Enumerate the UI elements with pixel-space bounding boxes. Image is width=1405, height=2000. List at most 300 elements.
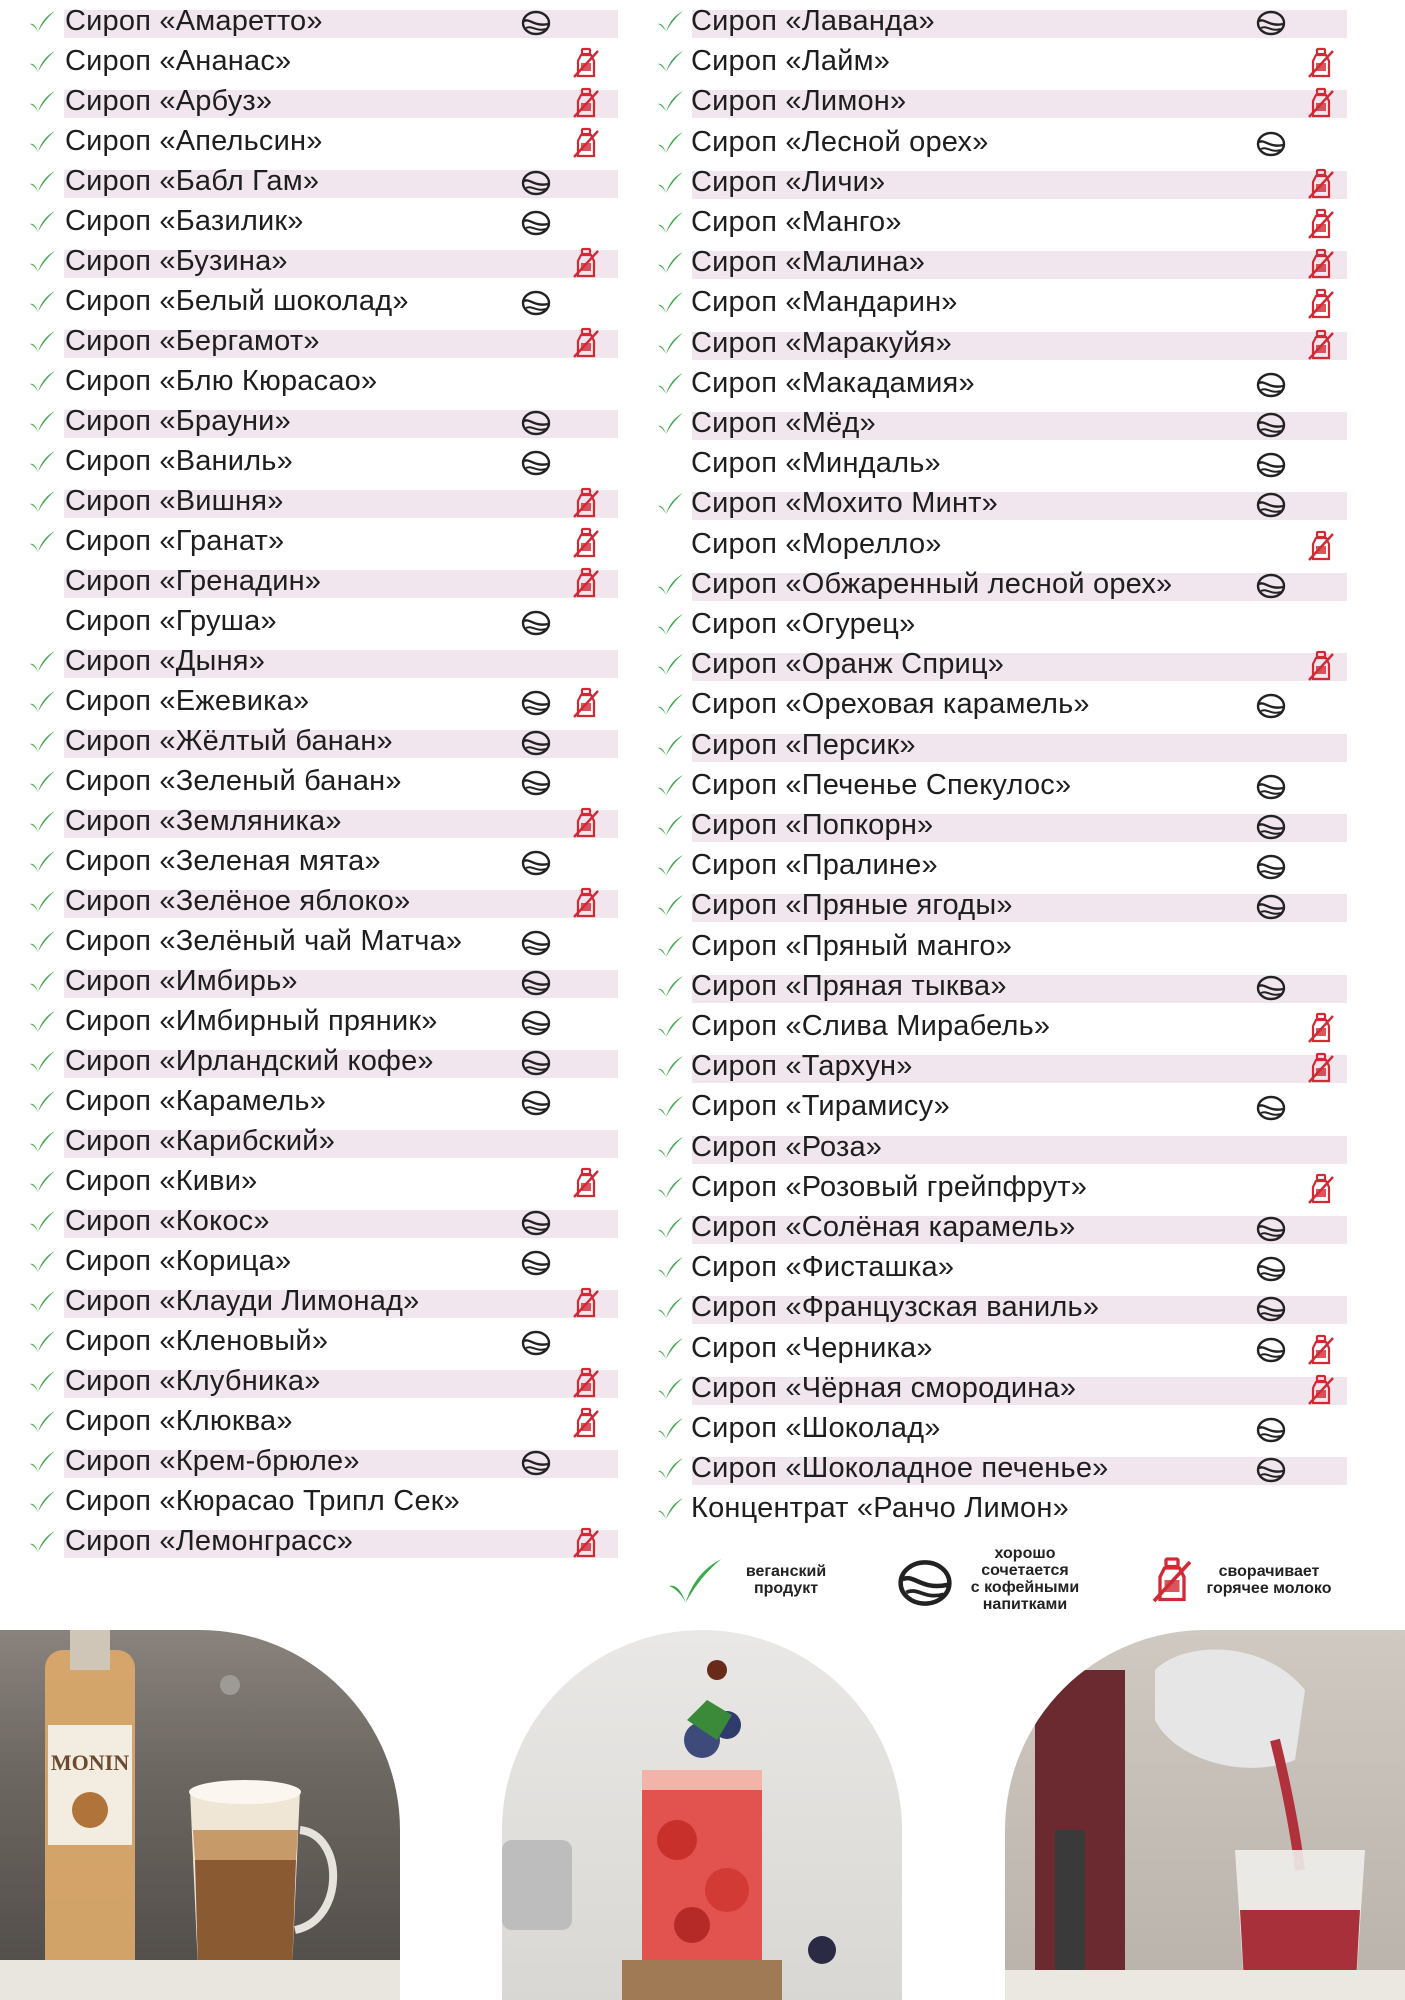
vegan-leaf-icon bbox=[28, 368, 56, 396]
coffee-bean-icon bbox=[520, 967, 552, 999]
vegan-leaf-icon bbox=[656, 1294, 684, 1322]
curdles-milk-icon bbox=[1305, 1173, 1337, 1205]
curdles-milk-icon bbox=[570, 87, 602, 119]
curdles-milk-icon bbox=[1305, 650, 1337, 682]
coffee-bean-icon bbox=[520, 1447, 552, 1479]
vegan-leaf-icon bbox=[656, 1053, 684, 1081]
syrup-name: Сироп «Имбирный пряник» bbox=[65, 1005, 438, 1037]
syrup-row bbox=[650, 1489, 1350, 1529]
syrup-name: Сироп «Клауди Лимонад» bbox=[65, 1285, 420, 1317]
syrup-name: Сироп «Зелёный чай Матча» bbox=[65, 925, 463, 957]
vegan-leaf-icon bbox=[656, 732, 684, 760]
syrup-name: Сироп «Чёрная смородина» bbox=[691, 1371, 1077, 1404]
syrup-row bbox=[650, 123, 1350, 163]
photo-berry-drink bbox=[502, 1630, 902, 2000]
curdles-milk-icon bbox=[570, 1407, 602, 1439]
syrup-name: Сироп «Шоколадное печенье» bbox=[691, 1452, 1109, 1485]
syrup-row bbox=[0, 1002, 620, 1042]
syrup-row bbox=[650, 565, 1350, 605]
syrup-name: Сироп «Дыня» bbox=[65, 645, 266, 677]
curdles-milk-icon bbox=[570, 127, 602, 159]
syrup-row bbox=[650, 927, 1350, 967]
syrup-row bbox=[0, 282, 620, 322]
syrup-row bbox=[0, 442, 620, 482]
vegan-leaf-icon bbox=[656, 48, 684, 76]
syrup-name: Сироп «Манго» bbox=[691, 206, 902, 238]
curdles-milk-icon bbox=[1305, 87, 1337, 119]
curdles-milk-icon bbox=[570, 1287, 602, 1319]
coffee-bean-icon bbox=[1255, 1253, 1287, 1285]
legend-curdle-line1: сворачивает bbox=[1218, 1563, 1320, 1580]
syrup-row bbox=[650, 444, 1350, 484]
coffee-bean-icon bbox=[1255, 972, 1287, 1004]
vegan-leaf-icon bbox=[656, 490, 684, 518]
legend-coffee bbox=[895, 1545, 1095, 1625]
vegan-leaf-icon bbox=[656, 129, 684, 157]
vegan-leaf-icon bbox=[656, 410, 684, 438]
syrup-row bbox=[650, 203, 1350, 243]
syrup-row bbox=[650, 1369, 1350, 1409]
legend-vegan bbox=[665, 1545, 845, 1625]
coffee-bean-icon bbox=[1255, 1293, 1287, 1325]
syrup-name: Сироп «Кокос» bbox=[65, 1205, 270, 1237]
vegan-leaf-icon bbox=[656, 1415, 684, 1443]
syrup-name: Сироп «Ежевика» bbox=[65, 685, 310, 717]
vegan-leaf-icon bbox=[28, 128, 56, 156]
vegan-leaf-icon bbox=[28, 1328, 56, 1356]
vegan-leaf-icon bbox=[28, 968, 56, 996]
coffee-bean-icon bbox=[1255, 489, 1287, 521]
syrup-row bbox=[650, 685, 1350, 725]
syrup-name: Сироп «Бабл Гам» bbox=[65, 165, 320, 197]
syrup-name: Сироп «Мандарин» bbox=[691, 286, 958, 319]
syrup-name: Сироп «Вишня» bbox=[65, 485, 284, 517]
syrup-name: Сироп «Гренадин» bbox=[65, 565, 322, 597]
vegan-leaf-icon bbox=[656, 1495, 684, 1523]
vegan-leaf-icon bbox=[656, 973, 684, 1001]
coffee-bean-icon bbox=[1255, 128, 1287, 160]
syrup-row bbox=[650, 1449, 1350, 1489]
syrup-row bbox=[650, 886, 1350, 926]
syrup-name: Сироп «Мёд» bbox=[691, 407, 876, 439]
syrup-row bbox=[0, 82, 620, 122]
syrup-name: Сироп «Базилик» bbox=[65, 205, 304, 237]
vegan-leaf-icon bbox=[28, 1208, 56, 1236]
vegan-leaf-icon bbox=[28, 88, 56, 116]
vegan-leaf-icon bbox=[28, 848, 56, 876]
curdles-milk-icon bbox=[570, 247, 602, 279]
syrup-name: Сироп «Лаванда» bbox=[691, 5, 935, 37]
legend-coffee-line1: хорошо bbox=[994, 1545, 1056, 1562]
vegan-leaf-icon bbox=[656, 1335, 684, 1363]
vegan-leaf-icon bbox=[28, 1088, 56, 1116]
syrup-name: Сироп «Розовый грейпфрут» bbox=[691, 1170, 1088, 1203]
syrup-name: Сироп «Киви» bbox=[65, 1165, 258, 1197]
syrup-row bbox=[650, 404, 1350, 444]
vegan-leaf-icon bbox=[656, 1214, 684, 1242]
syrup-row bbox=[650, 967, 1350, 1007]
syrup-row bbox=[650, 1248, 1350, 1288]
syrup-name: Сироп «Лесной орех» bbox=[691, 125, 989, 158]
syrup-row bbox=[0, 642, 620, 682]
syrup-name: Сироп «Жёлтый банан» bbox=[65, 725, 393, 757]
coffee-bean-icon bbox=[520, 927, 552, 959]
legend-coffee-line3: с кофейными bbox=[970, 1579, 1080, 1596]
syrup-name: Сироп «Крем-брюле» bbox=[65, 1445, 360, 1477]
vegan-leaf-icon bbox=[28, 8, 56, 36]
coffee-bean-icon bbox=[1255, 1213, 1287, 1245]
vegan-leaf-icon bbox=[656, 330, 684, 358]
syrup-name: Сироп «Бергамот» bbox=[65, 325, 320, 357]
coffee-bean-icon bbox=[520, 1247, 552, 1279]
vegan-leaf-icon bbox=[28, 1368, 56, 1396]
syrup-row bbox=[0, 2, 620, 42]
syrup-row bbox=[650, 82, 1350, 122]
coffee-bean-icon bbox=[1255, 409, 1287, 441]
syrup-name: Сироп «Шоколад» bbox=[691, 1412, 941, 1444]
syrup-name: Сироп «Арбуз» bbox=[65, 85, 273, 117]
syrup-row bbox=[0, 42, 620, 82]
syrup-row bbox=[650, 766, 1350, 806]
syrup-row bbox=[0, 882, 620, 922]
syrup-name: Сироп «Печенье Спекулос» bbox=[691, 768, 1072, 801]
coffee-bean-icon bbox=[1255, 771, 1287, 803]
coffee-bean-icon bbox=[520, 287, 552, 319]
vegan-leaf-icon bbox=[656, 370, 684, 398]
syrup-name: Сироп «Ананас» bbox=[65, 45, 292, 77]
legend-curdle-line2: горячее молоко bbox=[1206, 1580, 1332, 1597]
vegan-leaf-icon bbox=[28, 448, 56, 476]
syrup-name: Сироп «Маракуйя» bbox=[691, 326, 952, 359]
syrup-row bbox=[650, 42, 1350, 82]
syrup-row bbox=[650, 1087, 1350, 1127]
coffee-bean-icon bbox=[1255, 1414, 1287, 1446]
syrup-name: Сироп «Кюрасао Трипл Сек» bbox=[65, 1485, 460, 1517]
curdles-milk-icon bbox=[570, 1167, 602, 1199]
syrup-name: Сироп «Обжаренный лесной орех» bbox=[691, 567, 1173, 600]
syrup-row bbox=[650, 1128, 1350, 1168]
syrup-row bbox=[0, 1322, 620, 1362]
syrup-row bbox=[650, 484, 1350, 524]
vegan-leaf-icon bbox=[656, 1093, 684, 1121]
syrup-row bbox=[0, 1042, 620, 1082]
syrup-name: Сироп «Макадамия» bbox=[691, 366, 975, 399]
vegan-leaf-icon bbox=[28, 1248, 56, 1276]
vegan-leaf-icon bbox=[28, 408, 56, 436]
curdles-milk-icon bbox=[1305, 168, 1337, 200]
syrup-row bbox=[0, 1082, 620, 1122]
vegan-leaf-icon bbox=[656, 892, 684, 920]
vegan-leaf-icon bbox=[28, 1008, 56, 1036]
syrup-name: Сироп «Блю Кюрасао» bbox=[65, 365, 378, 397]
coffee-bean-icon bbox=[1255, 570, 1287, 602]
berry-drink-illustration bbox=[502, 1630, 902, 2000]
vegan-leaf-icon bbox=[28, 1408, 56, 1436]
curdles-milk-icon bbox=[570, 327, 602, 359]
curdles-milk-icon bbox=[570, 887, 602, 919]
coffee-bean-icon bbox=[895, 1553, 955, 1613]
syrup-name: Сироп «Ирландский кофе» bbox=[65, 1045, 434, 1077]
curdles-milk-icon bbox=[570, 567, 602, 599]
syrup-name: Сироп «Корица» bbox=[65, 1245, 292, 1277]
syrup-row bbox=[650, 1007, 1350, 1047]
syrup-row bbox=[0, 1442, 620, 1482]
curdles-milk-icon bbox=[570, 527, 602, 559]
syrup-row bbox=[0, 802, 620, 842]
vegan-leaf-icon bbox=[28, 648, 56, 676]
vegan-leaf-icon bbox=[28, 728, 56, 756]
syrup-name: Сироп «Огурец» bbox=[691, 608, 916, 640]
legend-vegan-line1: веганский bbox=[745, 1563, 827, 1580]
syrup-row bbox=[0, 1242, 620, 1282]
curdles-milk-icon bbox=[570, 487, 602, 519]
syrup-row bbox=[0, 762, 620, 802]
vegan-leaf-icon bbox=[656, 691, 684, 719]
coffee-bean-icon bbox=[520, 407, 552, 439]
syrup-name: Сироп «Ореховая карамель» bbox=[691, 688, 1090, 721]
syrup-row bbox=[650, 1409, 1350, 1449]
syrup-row bbox=[650, 1329, 1350, 1369]
syrup-name: Сироп «Французская ваниль» bbox=[691, 1291, 1100, 1324]
syrup-row bbox=[650, 163, 1350, 203]
curdles-milk-icon bbox=[1305, 1334, 1337, 1366]
vegan-leaf-icon bbox=[656, 772, 684, 800]
vegan-leaf-icon bbox=[28, 328, 56, 356]
syrup-row bbox=[0, 482, 620, 522]
syrup-name: Сироп «Белый шоколад» bbox=[65, 285, 409, 317]
curdles-milk-icon bbox=[570, 687, 602, 719]
vegan-leaf-icon bbox=[656, 571, 684, 599]
coffee-bean-icon bbox=[520, 1327, 552, 1359]
coffee-bean-icon bbox=[520, 1087, 552, 1119]
syrup-row bbox=[0, 1362, 620, 1402]
vegan-leaf-icon bbox=[28, 1288, 56, 1316]
bottle-crossed-icon bbox=[1148, 1551, 1196, 1609]
coffee-bean-icon bbox=[520, 1007, 552, 1039]
vegan-leaf-icon bbox=[656, 249, 684, 277]
syrup-name: Сироп «Пряные ягоды» bbox=[691, 889, 1013, 922]
syrup-row bbox=[0, 162, 620, 202]
syrup-name: Сироп «Роза» bbox=[691, 1130, 883, 1163]
coffee-bean-icon bbox=[1255, 1334, 1287, 1366]
syrup-row bbox=[650, 726, 1350, 766]
syrup-row bbox=[0, 202, 620, 242]
syrup-row bbox=[0, 362, 620, 402]
syrup-name: Сироп «Фисташка» bbox=[691, 1251, 955, 1284]
coffee-bean-icon bbox=[520, 687, 552, 719]
syrup-name: Сироп «Пряная тыква» bbox=[691, 969, 1007, 1002]
coffee-bean-icon bbox=[1255, 811, 1287, 843]
syrup-row bbox=[0, 322, 620, 362]
syrup-row bbox=[0, 522, 620, 562]
syrup-name: Сироп «Имбирь» bbox=[65, 965, 298, 997]
syrup-row bbox=[650, 364, 1350, 404]
syrup-name: Сироп «Кленовый» bbox=[65, 1325, 329, 1357]
vegan-leaf-icon bbox=[28, 288, 56, 316]
vegan-leaf-icon bbox=[28, 888, 56, 916]
coffee-bean-icon bbox=[1255, 690, 1287, 722]
syrup-row bbox=[0, 602, 620, 642]
syrup-row bbox=[650, 283, 1350, 323]
vegan-leaf-icon bbox=[656, 1174, 684, 1202]
coffee-bean-icon bbox=[520, 167, 552, 199]
vegan-leaf-icon bbox=[28, 928, 56, 956]
pouring-illustration bbox=[1005, 1630, 1405, 2000]
syrup-name: Сироп «Бузина» bbox=[65, 245, 288, 277]
coffee-bean-icon bbox=[520, 1047, 552, 1079]
syrup-name: Сироп «Карамель» bbox=[65, 1085, 327, 1117]
vegan-leaf-icon bbox=[656, 1375, 684, 1403]
syrup-name: Сироп «Солёная карамель» bbox=[691, 1211, 1076, 1243]
vegan-leaf-icon bbox=[656, 8, 684, 36]
curdles-milk-icon bbox=[570, 1367, 602, 1399]
syrup-name: Сироп «Зелёное яблоко» bbox=[65, 885, 411, 917]
syrup-name: Сироп «Гранат» bbox=[65, 525, 285, 557]
coffee-bean-icon bbox=[520, 607, 552, 639]
vegan-leaf-icon bbox=[28, 1528, 56, 1556]
vegan-leaf-icon bbox=[656, 169, 684, 197]
syrup-name: Сироп «Персик» bbox=[691, 728, 916, 761]
vegan-leaf-icon bbox=[656, 852, 684, 880]
vegan-leaf-icon bbox=[656, 209, 684, 237]
syrup-name: Сироп «Земляника» bbox=[65, 805, 342, 837]
syrup-row bbox=[650, 645, 1350, 685]
vegan-leaf-icon bbox=[28, 1128, 56, 1156]
syrup-row bbox=[0, 682, 620, 722]
coffee-bean-icon bbox=[1255, 369, 1287, 401]
coffee-bean-icon bbox=[520, 447, 552, 479]
syrup-name: Сироп «Миндаль» bbox=[691, 447, 941, 480]
photo-latte bbox=[0, 1630, 400, 2000]
syrup-row bbox=[0, 1522, 620, 1562]
photo-pouring-drink bbox=[1005, 1630, 1405, 2000]
vegan-leaf-icon bbox=[656, 1254, 684, 1282]
syrup-row bbox=[650, 324, 1350, 364]
syrup-name: Сироп «Мохито Минт» bbox=[691, 487, 998, 520]
curdles-milk-icon bbox=[570, 47, 602, 79]
syrup-name: Сироп «Ваниль» bbox=[65, 445, 293, 477]
curdles-milk-icon bbox=[570, 807, 602, 839]
vegan-leaf-icon bbox=[656, 1134, 684, 1162]
syrup-row bbox=[650, 806, 1350, 846]
vegan-leaf-icon bbox=[656, 1455, 684, 1483]
coffee-bean-icon bbox=[520, 767, 552, 799]
vegan-leaf-icon bbox=[656, 651, 684, 679]
legend-vegan-line2: продукт bbox=[753, 1580, 819, 1597]
syrup-row bbox=[650, 605, 1350, 645]
legend-coffee-line2: сочетается bbox=[981, 1562, 1069, 1579]
syrup-name: Сироп «Клюква» bbox=[65, 1405, 293, 1437]
syrup-name: Сироп «Клубника» bbox=[65, 1365, 321, 1397]
syrup-row bbox=[0, 1122, 620, 1162]
leaf-icon bbox=[665, 1553, 723, 1611]
syrup-name: Сироп «Брауни» bbox=[65, 405, 291, 437]
syrup-row bbox=[0, 122, 620, 162]
syrup-row bbox=[0, 1402, 620, 1442]
legend-coffee-line4: напитками bbox=[982, 1596, 1068, 1613]
coffee-bean-icon bbox=[1255, 7, 1287, 39]
coffee-bean-icon bbox=[1255, 1092, 1287, 1124]
curdles-milk-icon bbox=[1305, 1374, 1337, 1406]
syrup-name: Сироп «Пряный манго» bbox=[691, 929, 1013, 962]
syrup-name: Сироп «Личи» bbox=[691, 165, 886, 198]
syrup-row bbox=[0, 1162, 620, 1202]
vegan-leaf-icon bbox=[28, 1448, 56, 1476]
syrup-name: Сироп «Карибский» bbox=[65, 1125, 336, 1157]
syrup-name: Сироп «Тархун» bbox=[691, 1050, 913, 1083]
coffee-bean-icon bbox=[1255, 1454, 1287, 1486]
syrup-row bbox=[650, 1047, 1350, 1087]
curdles-milk-icon bbox=[1305, 248, 1337, 280]
curdles-milk-icon bbox=[570, 1527, 602, 1559]
syrup-row bbox=[0, 922, 620, 962]
syrup-row bbox=[650, 2, 1350, 42]
syrup-row bbox=[650, 243, 1350, 283]
curdles-milk-icon bbox=[1305, 208, 1337, 240]
syrup-row bbox=[0, 1202, 620, 1242]
syrup-name: Сироп «Морелло» bbox=[691, 527, 942, 560]
syrup-name: Сироп «Апельсин» bbox=[65, 125, 323, 157]
vegan-leaf-icon bbox=[656, 933, 684, 961]
syrup-row bbox=[650, 1288, 1350, 1328]
latte-illustration bbox=[0, 1630, 400, 2000]
coffee-bean-icon bbox=[520, 847, 552, 879]
syrup-name: Сироп «Груша» bbox=[65, 605, 277, 637]
syrup-name: Сироп «Пралине» bbox=[691, 849, 938, 882]
vegan-leaf-icon bbox=[28, 1168, 56, 1196]
syrup-row bbox=[650, 846, 1350, 886]
syrup-name: Сироп «Оранж Сприц» bbox=[691, 648, 1005, 681]
syrup-name: Сироп «Черника» bbox=[691, 1331, 933, 1364]
syrup-name: Сироп «Амаретто» bbox=[65, 5, 323, 37]
syrup-name: Сироп «Тирамису» bbox=[691, 1090, 950, 1123]
syrup-row bbox=[0, 242, 620, 282]
syrup-row bbox=[0, 962, 620, 1002]
curdles-milk-icon bbox=[1305, 1052, 1337, 1084]
vegan-leaf-icon bbox=[28, 768, 56, 796]
syrup-row bbox=[0, 402, 620, 442]
legend-curdle bbox=[1148, 1545, 1348, 1625]
coffee-bean-icon bbox=[1255, 891, 1287, 923]
curdles-milk-icon bbox=[1305, 530, 1337, 562]
vegan-leaf-icon bbox=[28, 1048, 56, 1076]
syrup-name: Сироп «Лемонграсс» bbox=[65, 1525, 354, 1557]
coffee-bean-icon bbox=[1255, 851, 1287, 883]
syrup-row bbox=[650, 1168, 1350, 1208]
vegan-leaf-icon bbox=[28, 208, 56, 236]
coffee-bean-icon bbox=[520, 7, 552, 39]
syrup-name: Сироп «Малина» bbox=[691, 246, 926, 279]
vegan-leaf-icon bbox=[28, 528, 56, 556]
curdles-milk-icon bbox=[1305, 47, 1337, 79]
vegan-leaf-icon bbox=[28, 168, 56, 196]
vegan-leaf-icon bbox=[28, 248, 56, 276]
syrup-row bbox=[0, 1482, 620, 1522]
syrup-row bbox=[650, 525, 1350, 565]
vegan-leaf-icon bbox=[28, 808, 56, 836]
syrup-name: Сироп «Попкорн» bbox=[691, 809, 934, 841]
syrup-row bbox=[0, 1282, 620, 1322]
syrup-name: Концентрат «Ранчо Лимон» bbox=[691, 1492, 1069, 1525]
coffee-bean-icon bbox=[520, 207, 552, 239]
vegan-leaf-icon bbox=[28, 688, 56, 716]
vegan-leaf-icon bbox=[28, 1488, 56, 1516]
vegan-leaf-icon bbox=[28, 48, 56, 76]
syrup-row bbox=[650, 1208, 1350, 1248]
syrup-name: Сироп «Слива Мирабель» bbox=[691, 1010, 1051, 1042]
coffee-bean-icon bbox=[1255, 449, 1287, 481]
syrup-row bbox=[0, 562, 620, 602]
